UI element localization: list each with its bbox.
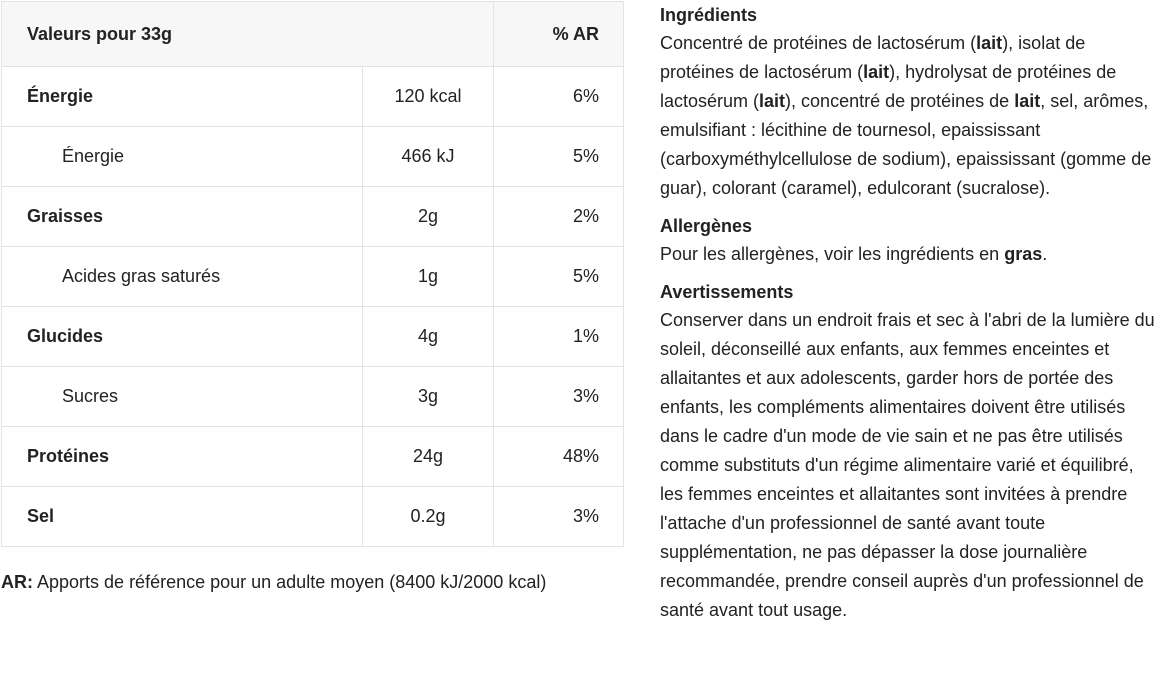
nutrient-value: 3g <box>363 367 494 427</box>
nutrient-name: Protéines <box>2 427 363 487</box>
nutrient-percent: 3% <box>494 367 624 427</box>
nutrient-value: 120 kcal <box>363 67 494 127</box>
nutrient-value: 4g <box>363 307 494 367</box>
allergen-highlight: lait <box>863 62 890 82</box>
table-row <box>2 127 624 187</box>
reference-footnote <box>1 571 624 593</box>
nutrient-percent: 2% <box>494 187 624 247</box>
nutrient-percent: 6% <box>494 67 624 127</box>
table-row <box>2 67 624 127</box>
nutrition-table <box>1 1 624 547</box>
nutrient-name: Sucres <box>2 367 363 427</box>
nutrient-percent: 1% <box>494 307 624 367</box>
table-row <box>2 307 624 367</box>
nutrient-name: Énergie <box>2 127 363 187</box>
warnings-text: Conserver dans un endroit frais et sec à l'abri de la lumière du soleil, déconseillé aux enfants, aux femmes enceintes et allaitantes et aux adolescents, garder hors de portée des enfants, les compléments alimentaires doivent être utilisés dans le cadre d'un mode de vie sain et ne pas être utilisés comme substituts d'un régime alimentaire varié et équilibré, les femmes enceintes et allaitantes sont invitées à prendre l'attache d'un professionnel de santé avant toute supplémentation, ne pas dépasser la dose journalière recommandée, prendre conseil auprès d'un professionnel de santé avant tout usage. <box>660 310 1155 620</box>
nutrient-name: Acides gras saturés <box>2 247 363 307</box>
nutrient-name: Sel <box>2 487 363 547</box>
allergens-text-after: . <box>1042 244 1048 264</box>
nutrient-percent: 3% <box>494 487 624 547</box>
nutrient-value: 466 kJ <box>363 127 494 187</box>
ingredients-part: ), isolat de protéines de lactosérum ( <box>660 33 1086 82</box>
allergen-highlight: lait <box>1014 91 1041 111</box>
table-row <box>2 487 624 547</box>
warnings-title: Avertissements <box>660 282 794 302</box>
nutrient-percent: 5% <box>494 127 624 187</box>
ingredients-part: ), concentré de protéines de <box>785 91 1015 111</box>
nutrient-percent: 48% <box>494 427 624 487</box>
nutrient-percent: 5% <box>494 247 624 307</box>
allergens-text <box>660 240 1155 269</box>
nutrient-value: 24g <box>363 427 494 487</box>
table-header-row <box>2 2 624 67</box>
product-info <box>660 4 1155 637</box>
allergens-text-before: Pour les allergènes, voir les ingrédients en <box>660 244 1005 264</box>
table-row <box>2 427 624 487</box>
nutrient-name: Graisses <box>2 187 363 247</box>
footnote-text: Apports de référence pour un adulte moyen (8400 kJ/2000 kcal) <box>33 572 547 592</box>
nutrient-name: Glucides <box>2 307 363 367</box>
table-row <box>2 187 624 247</box>
allergens-title: Allergènes <box>660 216 753 236</box>
allergen-highlight: lait <box>976 33 1003 53</box>
ingredients-part: ), hydrolysat de protéines de lactosérum ( <box>660 62 1117 111</box>
nutrient-value: 0.2g <box>363 487 494 547</box>
nutrient-value: 1g <box>363 247 494 307</box>
nutrient-value: 2g <box>363 187 494 247</box>
allergen-highlight: lait <box>759 91 786 111</box>
ar-percent-header: % AR <box>494 2 624 67</box>
ingredients-title: Ingrédients <box>660 5 758 25</box>
nutrition-panel <box>1 1 624 593</box>
nutrient-name: Énergie <box>2 67 363 127</box>
ingredients-part: , sel, arômes, emulsifiant : lécithine de tournesol, epaississant (carboxyméthylcellulose de sodium), epaississant (gomme de guar), colorant (caramel), edulcorant (sucralose). <box>660 91 1152 198</box>
serving-header: Valeurs pour 33g <box>2 2 494 67</box>
ingredients-text <box>660 29 1155 203</box>
footnote-label: AR: <box>1 572 33 592</box>
table-row <box>2 247 624 307</box>
table-row <box>2 367 624 427</box>
allergens-bold-word: gras <box>1004 244 1043 264</box>
ingredients-part: Concentré de protéines de lactosérum ( <box>660 33 977 53</box>
